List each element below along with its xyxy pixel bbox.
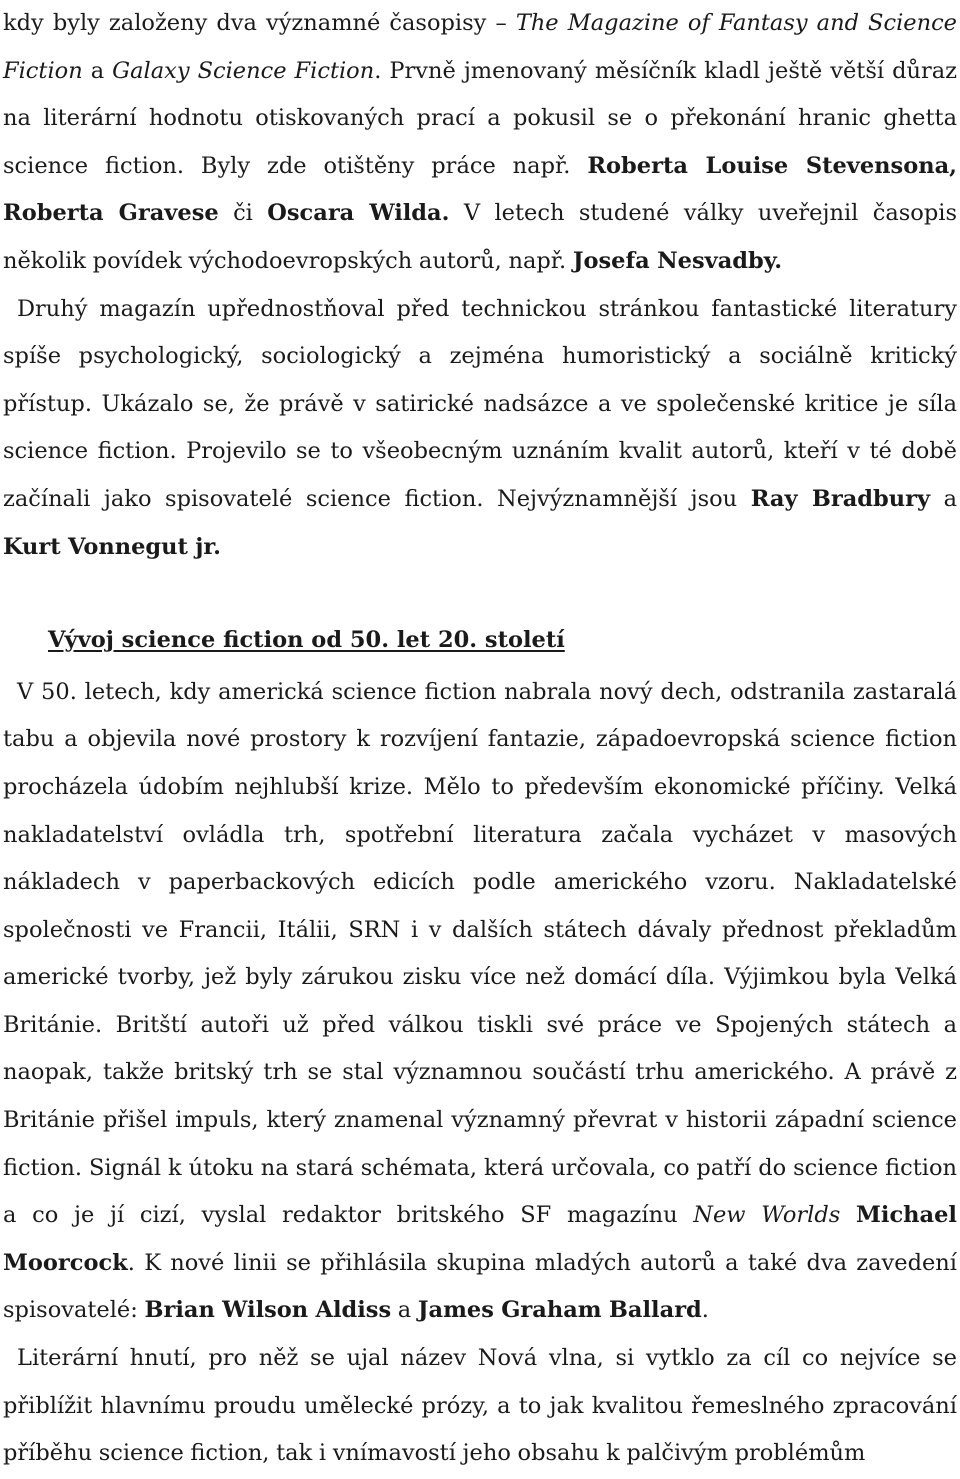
text-run: . Prvně jmenovaný měsíčník kladl ještě větší důraz na literární hodnotu otiskovaných prací a pokusil se o překonání hranic ghetta science fiction. Byly zde otištěny práce např. bbox=[3, 57, 957, 179]
magazine-title: The Magazine of Fantasy and Science Fiction bbox=[3, 10, 957, 84]
author-names: James Graham Ballard bbox=[417, 1297, 702, 1324]
text-run: a bbox=[391, 1297, 418, 1324]
author-names: Roberta Louise Stevensona, Roberta Gravese bbox=[3, 152, 957, 227]
paragraph-fifties bbox=[3, 669, 957, 1335]
magazine-title: New Worlds bbox=[693, 1202, 841, 1229]
text-run: kdy byly založeny dva významné časopisy – bbox=[3, 10, 516, 36]
paragraph-new-wave bbox=[3, 1335, 957, 1478]
text-run: Literární hnutí, pro něž se ujal název Nová vlna, si vytklo za cíl co nejvíce se přiblížit hlavnímu proudu umělecké prózy, a to jak kvalitou řemeslného zpracování příběhu science fiction, tak i vnímavostí jeho obsahu k palčivým problémům bbox=[3, 1345, 957, 1467]
text-run: V 50. letech, kdy americká science fiction nabrala nový dech, odstranila zastaralá tabu a objevila nové prostory k rozvíjení fantazie, západoevropská science fiction procházela údobím nejhlubší krize. Mělo to především ekonomické příčiny. Velká nakladatelství ovládla trh, spotřební literatura začala vycházet v masových nákladech v paperbackových edicích podle amerického vzoru. Nakladatelské společnosti ve Francii, Itálii, SRN i v dalších státech dávaly přednost překladům americké tvorby, jež byly zárukou zisku více než domácí díla. Výjimkou byla Velká Británie. Britští autoři už před válkou tiskli své práce ve Spojených státech a naopak, takže britský trh se stal významnou součástí trhu amerického. A právě z Británie přišel impuls, který znamenal významný převrat v historii západní science fiction. Signál k útoku na stará schémata, která určovala, co patří do science fiction a co je jí cizí, vyslal redaktor britského SF magazínu bbox=[3, 678, 957, 1229]
text-run: . bbox=[701, 1297, 709, 1324]
author-names: Michael Moorcock bbox=[3, 1202, 957, 1276]
paragraph-magazines bbox=[3, 0, 957, 286]
document-page bbox=[3, 0, 957, 1478]
text-run: a bbox=[82, 57, 113, 84]
author-names: Brian Wilson Aldiss bbox=[144, 1297, 392, 1324]
text-run bbox=[840, 1202, 856, 1228]
magazine-title: Galaxy Science Fiction bbox=[112, 57, 375, 84]
text-run: a bbox=[930, 485, 957, 512]
text-run: . K nové linii se přihlásila skupina mladých autorů a také dva zavedení spisovatelé: bbox=[3, 1249, 957, 1324]
text-run: Druhý magazín upřednostňoval před technickou stránkou fantastické literatury spíše psychologický, sociologický a zejména humoristický a sociálně kritický přístup. Ukázalo se, že právě v satirické nadsázce a ve společenské kritice je síla science fiction. Projevilo se to všeobecným uznáním kvalit autorů, kteří v té době začínali jako spisovatelé science fiction. Nejvýznamnější jsou bbox=[3, 295, 957, 512]
text-run: V letech studené války uveřejnil časopis několik povídek východoevropských autorů, např. bbox=[3, 200, 957, 274]
author-names: Josefa Nesvadby. bbox=[572, 247, 783, 274]
author-names: Ray Bradbury bbox=[750, 485, 931, 512]
author-names: Kurt Vonnegut jr. bbox=[3, 533, 222, 560]
section-heading: Vývoj science fiction od 50. let 20. století bbox=[48, 627, 565, 654]
author-names: Oscara Wilda. bbox=[267, 200, 450, 227]
paragraph-second-magazine bbox=[3, 286, 957, 572]
text-run: či bbox=[218, 200, 268, 227]
